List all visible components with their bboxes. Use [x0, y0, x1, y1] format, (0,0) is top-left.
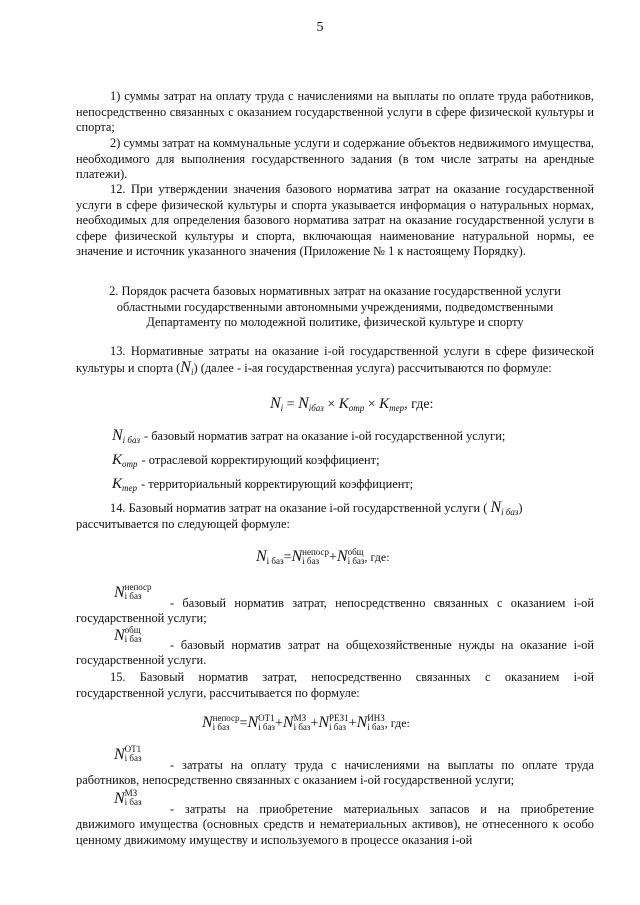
p13-text-after: ) (далее - i-ая государственная услуга) рассчитываются по формуле:	[193, 360, 552, 375]
list-item-1: 1) суммы затрат на оплату труда с начислениями на выплаты по оплате труда работников, непосредственно связанных с оказанием государственной услуги в сфере физической культуры и спорта;	[76, 89, 594, 135]
definition-n-ot1-cont: работников, непосредственно связанных с оказанием i-ой государственной услуги;	[76, 773, 515, 787]
paragraph-15: 15. Базовый норматив затрат, непосредственно связанных с оказанием i-ой государственной услуги, рассчитывается по формуле:	[76, 670, 594, 700]
definition-n-ot1: N ОТ1 i баз	[114, 744, 142, 764]
definition-n-base: $N_{i баз}$ - базовый норматив затрат на оказание i-ой государственной услуги;	[112, 427, 506, 445]
paragraph-14: 14. Базовый норматив затрат на оказание i-ой государственной услуги ( $N_{i баз}$)	[110, 499, 523, 517]
definition-n-obsh-cont: государственной услуги.	[76, 653, 207, 667]
section-2-heading: 2. Порядок расчета базовых нормативных затрат на оказание государственной услуги областными государственными автономными учреждениями, подведомственными Департаменту по молодежной политике, физической культуре и спорту	[109, 284, 561, 330]
formula-3: N непоср i баз =N ОТ1 i баз +N МЗ i баз +N РЕЗ1 i баз +N ИНЗ i баз , где:	[202, 712, 410, 732]
definition-n-nyposr-text: - базовый норматив затрат, непосредственно связанных с оказанием i-ой	[170, 596, 594, 610]
p13-symbol-sub: i	[190, 366, 194, 377]
paragraph-13	[76, 344, 594, 380]
definition-k-ter: $K_{тер}$ - территориальный корректирующий коэффициент;	[112, 476, 414, 493]
formula-1: $N_i = N_{iбаз} \times K_{отр} \times K_{тер}$, где:	[270, 395, 434, 413]
definition-n-mz-text: - затраты на приобретение материальных запасов и на приобретение	[170, 802, 594, 816]
definition-n-obsh-text: - базовый норматив затрат на общехозяйственные нужды на оказание i-ой	[170, 638, 594, 652]
definition-n-mz: N МЗ i баз	[114, 788, 142, 808]
definition-n-obsh: N общ i баз	[114, 625, 142, 645]
list-item-2: 2) суммы затрат на коммунальные услуги и содержание объектов недвижимого имущества, необходимого для выполнения государственного задания (в том числе затраты на арендные платежи).	[76, 136, 594, 182]
formula-2: N i баз =N непоср i баз +N общ i баз , где:	[256, 546, 390, 566]
paragraph-14-line-2: рассчитывается по следующей формуле:	[76, 517, 290, 531]
p13-text-before: 13. Нормативные затраты на оказание i-ой государственной услуги в сфере физической культуры и спорта (	[76, 344, 594, 375]
definition-k-otr: $K_{отр}$ - отраслевой корректирующий коэффициент;	[112, 452, 380, 469]
definition-n-nyposr: N непоср i баз	[114, 582, 152, 602]
definition-n-nyposr-cont: государственной услуги;	[76, 611, 207, 625]
definition-n-ot1-text: - затраты на оплату труда с начислениями на выплаты по оплате труда	[170, 758, 594, 772]
definition-n-mz-cont: движимого имущества (основных средств и нематериальных активов), не отнесенного к особо ценному движимому имуществу и используемого в процессе оказания i-ой	[76, 817, 594, 847]
paragraph-12: 12. При утверждении значения базового норматива затрат на оказание государственной услуги в сфере физической культуры и спорта указывается информация о натуральных нормах, необходимых для определения базового норматива затрат на оказание государственной услуги в сфере физической культуры и спорта, включающая наименование натуральной нормы, ее значение и источник указанного значения (Приложение № 1 к настоящему Порядку).	[76, 182, 594, 259]
page-number: 5	[316, 20, 324, 35]
p13-symbol: N	[180, 358, 191, 376]
